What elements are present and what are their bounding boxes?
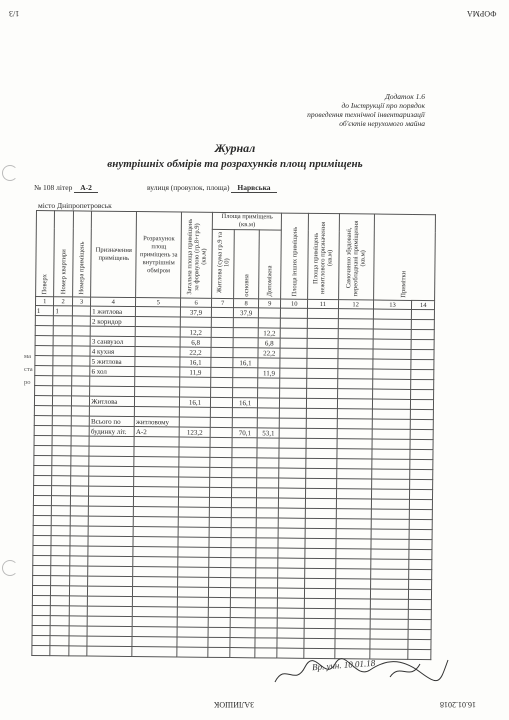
apt-cell bbox=[54, 316, 73, 326]
col-header-room-no: Номера приміщень bbox=[72, 211, 91, 297]
room-name-cell bbox=[90, 386, 135, 396]
aux-area-cell: 12,2 bbox=[258, 328, 281, 338]
living-cell bbox=[211, 357, 234, 367]
empty-cell bbox=[307, 318, 338, 328]
col-number: 6 bbox=[181, 298, 212, 307]
aux-area-cell bbox=[257, 398, 280, 408]
col-number: 1 bbox=[35, 297, 53, 306]
empty-cell bbox=[411, 389, 434, 399]
main-area-cell: 16,1 bbox=[233, 398, 258, 408]
empty-cell bbox=[337, 389, 372, 399]
room-name-cell: 3 санвузол bbox=[90, 336, 135, 346]
total-area-cell: 11,9 bbox=[180, 367, 211, 377]
room-name-cell: 4 кухня bbox=[90, 346, 135, 356]
col-number: 3 bbox=[72, 297, 90, 306]
page-marker-top-right: ФОРМА bbox=[467, 9, 497, 18]
calc-cell bbox=[136, 307, 181, 317]
measurements-table-wrap bbox=[31, 210, 435, 644]
empty-cell bbox=[372, 379, 411, 389]
addendum-line: до Інструкції про порядок bbox=[341, 101, 425, 110]
empty-cell bbox=[337, 369, 372, 379]
empty-cell bbox=[338, 329, 373, 339]
empty-cell bbox=[280, 398, 307, 408]
room-no-cell bbox=[72, 356, 91, 366]
empty-cell bbox=[372, 399, 411, 409]
total-label-1: Всього по bbox=[89, 416, 134, 426]
room-name-cell: 2 коридор bbox=[91, 316, 136, 326]
calc-cell bbox=[135, 367, 180, 377]
calc-cell bbox=[135, 337, 180, 347]
empty-cell bbox=[412, 329, 435, 339]
calc-cell bbox=[135, 387, 180, 397]
aux-area-cell bbox=[258, 308, 281, 318]
empty-cell bbox=[281, 308, 308, 318]
empty-cell bbox=[307, 348, 338, 358]
empty-cell bbox=[307, 368, 338, 378]
main-area-cell bbox=[233, 378, 258, 388]
floor-cell bbox=[35, 315, 54, 325]
empty-cell bbox=[280, 348, 307, 358]
aux-area-cell: 11,9 bbox=[258, 368, 281, 378]
total-area-cell: 22,2 bbox=[180, 347, 211, 357]
floor-cell bbox=[35, 325, 54, 335]
empty-cell bbox=[338, 359, 373, 369]
main-area-cell bbox=[233, 368, 258, 378]
empty-cell bbox=[337, 379, 372, 389]
col-number: 11 bbox=[308, 299, 339, 308]
addendum-line: проведення технічної інвентаризації bbox=[307, 110, 425, 119]
addendum-line: об'єктів нерухомого майна bbox=[339, 119, 425, 128]
aux-area-cell: 22,2 bbox=[258, 348, 281, 358]
col-header-living: Житлова (сума гр.9 та 10) bbox=[211, 229, 234, 298]
col-header-main: основна bbox=[234, 230, 259, 299]
empty-cell bbox=[338, 309, 373, 319]
addendum-line: Додаток 1.6 bbox=[385, 92, 425, 101]
margin-mark: ма bbox=[24, 353, 31, 360]
room-no-cell bbox=[72, 306, 91, 316]
empty-cell bbox=[373, 329, 412, 339]
apt-cell bbox=[53, 376, 72, 386]
empty-cell bbox=[411, 359, 434, 369]
living-cell bbox=[211, 317, 234, 327]
col-header-calc: Розрахунок площ приміщень за внутрішнім обміром bbox=[136, 212, 182, 298]
living-cell bbox=[211, 377, 234, 387]
room-no-cell bbox=[72, 316, 91, 326]
empty-cell bbox=[412, 309, 435, 319]
total-main-sum: 70,1 bbox=[233, 428, 258, 438]
empty-cell bbox=[280, 358, 307, 368]
col-number: 9 bbox=[258, 299, 281, 308]
empty-cell bbox=[306, 398, 337, 408]
empty-cell bbox=[307, 378, 338, 388]
total-label-2: будинку літ. bbox=[89, 426, 134, 436]
punch-hole-icon bbox=[2, 165, 18, 181]
title-line-1: Журнал bbox=[214, 141, 256, 155]
document-title bbox=[100, 141, 370, 170]
page-marker-bottom-right: 16.01.2018 bbox=[440, 700, 476, 709]
house-value: А-2 bbox=[74, 183, 98, 193]
apt-cell: 1 bbox=[54, 306, 73, 316]
col-number: 2 bbox=[54, 297, 72, 306]
living-cell bbox=[210, 397, 233, 407]
floor-cell bbox=[35, 335, 54, 345]
living-cell bbox=[210, 387, 233, 397]
empty-cell bbox=[338, 319, 373, 329]
empty-cell bbox=[411, 399, 434, 409]
floor-cell bbox=[35, 385, 54, 395]
empty-cell bbox=[373, 319, 412, 329]
room-no-cell bbox=[71, 376, 90, 386]
living-cell bbox=[211, 327, 234, 337]
margin-mark: ста bbox=[24, 366, 33, 373]
col-number: 13 bbox=[373, 300, 412, 309]
col-header-total: Загальна площа приміщень за формулою (гр.8+гр.9) (кв.м) bbox=[181, 212, 213, 298]
col-number: 4 bbox=[91, 297, 136, 306]
floor-cell bbox=[35, 375, 54, 385]
empty-cell bbox=[372, 349, 411, 359]
col-header-room-name: Призначення приміщень bbox=[91, 211, 137, 297]
col-header-aux: Допоміжна bbox=[259, 230, 282, 299]
empty-cell bbox=[338, 349, 373, 359]
apt-cell bbox=[54, 326, 73, 336]
calc-cell bbox=[135, 397, 180, 407]
table-header-row bbox=[36, 211, 435, 232]
total-area-cell: 16,1 bbox=[180, 357, 211, 367]
living-cell bbox=[211, 307, 234, 317]
measurements-table bbox=[31, 210, 436, 660]
total-area-cell: 37,9 bbox=[181, 307, 212, 317]
apt-cell bbox=[53, 356, 72, 366]
col-number: 5 bbox=[136, 298, 181, 307]
empty-cell bbox=[307, 358, 338, 368]
col-header-unauthorized: Самочинно збудовані, переобладнані приміщення (кв.м) bbox=[338, 214, 374, 300]
floor-cell: 1 bbox=[35, 306, 54, 316]
total-area-cell: 16,1 bbox=[180, 397, 211, 407]
col-header-nonresidential: Площа приміщень нежитлового призначення (кв.м) bbox=[308, 213, 340, 299]
floor-cell bbox=[35, 365, 54, 375]
signature-text: Вр. учн. 10.01.18 bbox=[311, 657, 376, 673]
aux-area-cell bbox=[258, 318, 281, 328]
margin-mark: ро bbox=[24, 379, 31, 386]
aux-area-cell: 6,8 bbox=[258, 338, 281, 348]
aux-area-cell bbox=[258, 358, 281, 368]
total-area-cell bbox=[181, 317, 212, 327]
calc-cell bbox=[135, 357, 180, 367]
total-area-cell bbox=[180, 377, 211, 387]
city-label: місто Дніпропетровськ bbox=[38, 201, 112, 210]
col-number: 14 bbox=[412, 300, 435, 309]
room-no-cell bbox=[72, 346, 91, 356]
col-number: 12 bbox=[338, 300, 373, 309]
table-empty-body bbox=[32, 435, 433, 659]
calc-cell bbox=[136, 317, 181, 327]
empty-cell bbox=[373, 309, 412, 319]
main-area-cell: 16,1 bbox=[233, 358, 258, 368]
floor-cell bbox=[34, 395, 53, 405]
calc-cell bbox=[135, 327, 180, 337]
col-header-area-group: Площа приміщень (кв.м) bbox=[212, 212, 282, 230]
empty-cell bbox=[280, 378, 307, 388]
room-name-cell: 1 житлова bbox=[91, 306, 136, 316]
page-marker-bottom-left: ЗАЛИШОК bbox=[214, 700, 255, 709]
floor-cell bbox=[35, 355, 54, 365]
empty-cell bbox=[411, 339, 434, 349]
total-area-cell bbox=[180, 387, 211, 397]
empty-cell bbox=[307, 308, 338, 318]
empty-cell bbox=[280, 388, 307, 398]
empty-cell bbox=[307, 338, 338, 348]
room-name-cell: 6 хол bbox=[90, 366, 135, 376]
house-label: № 108 літер bbox=[34, 183, 73, 192]
total-area-cell: 12,2 bbox=[180, 327, 211, 337]
main-area-cell bbox=[233, 338, 258, 348]
apt-cell bbox=[53, 336, 72, 346]
living-cell bbox=[211, 337, 234, 347]
empty-cell bbox=[281, 328, 308, 338]
room-name-cell: Житлова bbox=[90, 396, 135, 406]
street-value: Нарвська bbox=[231, 183, 276, 193]
apt-cell bbox=[53, 396, 72, 406]
apt-cell bbox=[53, 366, 72, 376]
empty-cell bbox=[411, 349, 434, 359]
empty-cell bbox=[281, 338, 308, 348]
main-area-cell bbox=[234, 328, 259, 338]
apt-cell bbox=[53, 386, 72, 396]
room-no-cell bbox=[71, 386, 90, 396]
room-name-cell bbox=[90, 326, 135, 336]
main-area-cell: 37,9 bbox=[234, 308, 259, 318]
empty-cell bbox=[373, 339, 412, 349]
room-name-cell bbox=[90, 376, 135, 386]
margin-marks bbox=[24, 350, 33, 389]
living-cell bbox=[211, 367, 234, 377]
empty-cell bbox=[372, 369, 411, 379]
room-no-cell bbox=[72, 366, 91, 376]
total-area-cell: 6,8 bbox=[180, 337, 211, 347]
title-line-2: внутрішніх обмірів та розрахунків площ приміщень bbox=[107, 158, 363, 170]
punch-hole-icon bbox=[2, 560, 18, 576]
empty-cell bbox=[411, 379, 434, 389]
floor-cell bbox=[35, 345, 54, 355]
total-value-1: житловому bbox=[134, 417, 179, 427]
addendum-note bbox=[255, 92, 425, 128]
aux-area-cell bbox=[257, 388, 280, 398]
empty-cell bbox=[280, 368, 307, 378]
calc-cell bbox=[135, 347, 180, 357]
room-name-cell: 5 житлова bbox=[90, 356, 135, 366]
empty-cell bbox=[281, 318, 308, 328]
empty-cell bbox=[372, 389, 411, 399]
total-aux-sum: 53,1 bbox=[257, 428, 280, 438]
empty-cell bbox=[411, 369, 434, 379]
col-number: 8 bbox=[234, 299, 259, 308]
empty-cell bbox=[307, 328, 338, 338]
empty-cell bbox=[337, 399, 372, 409]
page-marker-top-left: 1/3 bbox=[9, 9, 20, 18]
aux-area-cell bbox=[258, 378, 281, 388]
col-header-apt: Номер квартири bbox=[54, 211, 73, 297]
room-no-cell bbox=[71, 396, 90, 406]
room-no-cell bbox=[72, 326, 91, 336]
col-header-other: Площа інших приміщень bbox=[281, 213, 308, 299]
total-area-sum: 123,2 bbox=[179, 427, 210, 437]
street bbox=[147, 183, 277, 192]
empty-cell bbox=[412, 319, 435, 329]
house-number bbox=[34, 183, 98, 192]
empty-cell bbox=[338, 339, 373, 349]
col-number: 7 bbox=[211, 298, 234, 307]
living-cell bbox=[211, 347, 234, 357]
empty-cell bbox=[372, 359, 411, 369]
col-header-notes: Примітки bbox=[373, 214, 435, 301]
main-area-cell bbox=[233, 348, 258, 358]
calc-cell bbox=[135, 377, 180, 387]
main-area-cell bbox=[234, 318, 259, 328]
col-number: 10 bbox=[281, 299, 308, 308]
total-value-2: А-2 bbox=[134, 427, 179, 437]
main-area-cell bbox=[233, 388, 258, 398]
apt-cell bbox=[53, 346, 72, 356]
col-header-floor: Поверх bbox=[36, 211, 55, 297]
table-body bbox=[34, 306, 434, 410]
empty-cell bbox=[307, 388, 338, 398]
street-label: вулиця (провулок, площа) bbox=[147, 183, 230, 192]
room-no-cell bbox=[72, 336, 91, 346]
